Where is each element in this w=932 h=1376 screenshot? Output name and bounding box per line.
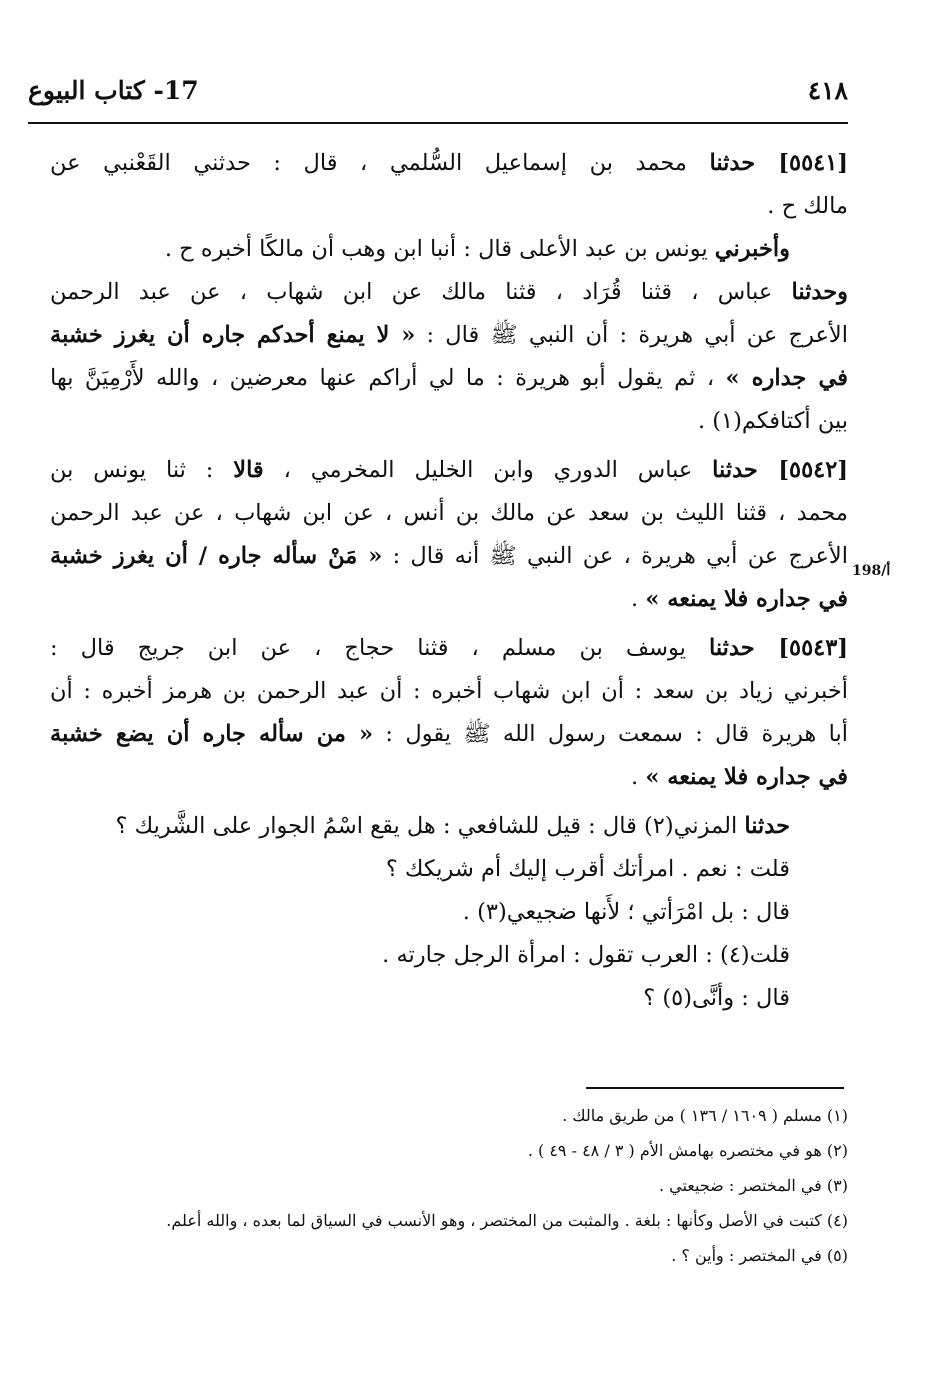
- text-line: [٥٥٤٣] حدثنا يوسف بن مسلم ، قثنا حجاج ، عن ابن جريج قال :: [50, 635, 848, 661]
- text-line: في جداره » ، ثم يقول أبو هريرة : ما لي أراكم عنها معرضين ، والله لأَرْمِيَنَّ بها: [50, 365, 848, 391]
- text-line: أخبرني زياد بن سعد : أن ابن شهاب أخبره : أن عبد الرحمن بن هرمز أخبره : أن: [50, 678, 848, 704]
- text-line: قلت(٤) : العرب تقول : امرأة الرجل جارته .: [382, 942, 790, 968]
- text-line: الأعرج عن أبي هريرة ، عن النبي ﷺ أنه قال : « مَنْ سأله جاره / أن يغرز خشبة: [50, 543, 848, 569]
- margin-folio-note: 198/أ: [852, 563, 891, 579]
- text-line: محمد ، قثنا الليث بن سعد عن مالك بن أنس ، عن ابن شهاب ، عن عبد الرحمن: [50, 500, 848, 526]
- text-line: أبا هريرة قال : سمعت رسول الله ﷺ يقول : « من سأله جاره أن يضع خشبة: [50, 721, 848, 747]
- footnote: (٤) كتبت في الأصل وكأنها : بلغة . والمثبت من المختصر ، وهو الأنسب في السياق لما بعده ، والله أعلم.: [166, 1211, 848, 1230]
- footnote: (١) مسلم ( ١٦٠٩ / ١٣٦ ) من طريق مالك .: [562, 1106, 848, 1125]
- text-line: في جداره فلا يمنعه » .: [631, 586, 848, 612]
- text-line: قال : بل امْرَأتي ؛ لأَنها ضجيعي(٣) .: [462, 899, 790, 925]
- text-line: [٥٥٤٢] حدثنا عباس الدوري وابن الخليل المخرمي ، قالا : ثنا يونس بن: [50, 457, 848, 483]
- text-line: [٥٥٤١] حدثنا محمد بن إسماعيل السُّلمي ، قال : حدثني القَعْنبي عن: [50, 150, 848, 176]
- text-line: قال : وأنَّى(٥) ؟: [643, 985, 790, 1011]
- page-number: ٤١٨: [807, 76, 848, 105]
- text-line: مالك ح .: [767, 193, 848, 219]
- running-header: [28, 70, 848, 114]
- footnote: (٥) في المختصر : وأين ؟ .: [671, 1246, 848, 1265]
- text-line: حدثنا المزني(٢) قال : قيل للشافعي : هل يقع اسْمُ الجوار على الشَّريك ؟: [115, 813, 790, 839]
- text-line: في جداره فلا يمنعه » .: [631, 764, 848, 790]
- chapter-title: 17- كتاب البيوع: [28, 76, 199, 105]
- footnote: (٣) في المختصر : ضجيعتي .: [658, 1176, 848, 1195]
- footnote-rule: [586, 1087, 844, 1089]
- text-line: بين أكتافكم(١) .: [697, 408, 848, 434]
- footnote: (٢) هو في مختصره بهامش الأم ( ٣ / ٤٨ - ٤٩ ) .: [527, 1141, 848, 1160]
- header-rule: [28, 122, 848, 124]
- footnotes: [40, 1098, 848, 1273]
- text-line: وأخبرني يونس بن عبد الأعلى قال : أنبا ابن وهب أن مالكًا أخبره ح .: [164, 236, 790, 262]
- text-line: وحدثنا عباس ، قثنا قُرَاد ، قثنا مالك عن ابن شهاب ، عن عبد الرحمن: [50, 279, 848, 305]
- hadith-text: [50, 142, 848, 1020]
- text-line: قلت : نعم . امرأتك أقرب إليك أم شريكك ؟: [385, 856, 790, 882]
- text-line: الأعرج عن أبي هريرة : أن النبي ﷺ قال : « لا يمنع أحدكم جاره أن يغرز خشبة: [50, 322, 848, 348]
